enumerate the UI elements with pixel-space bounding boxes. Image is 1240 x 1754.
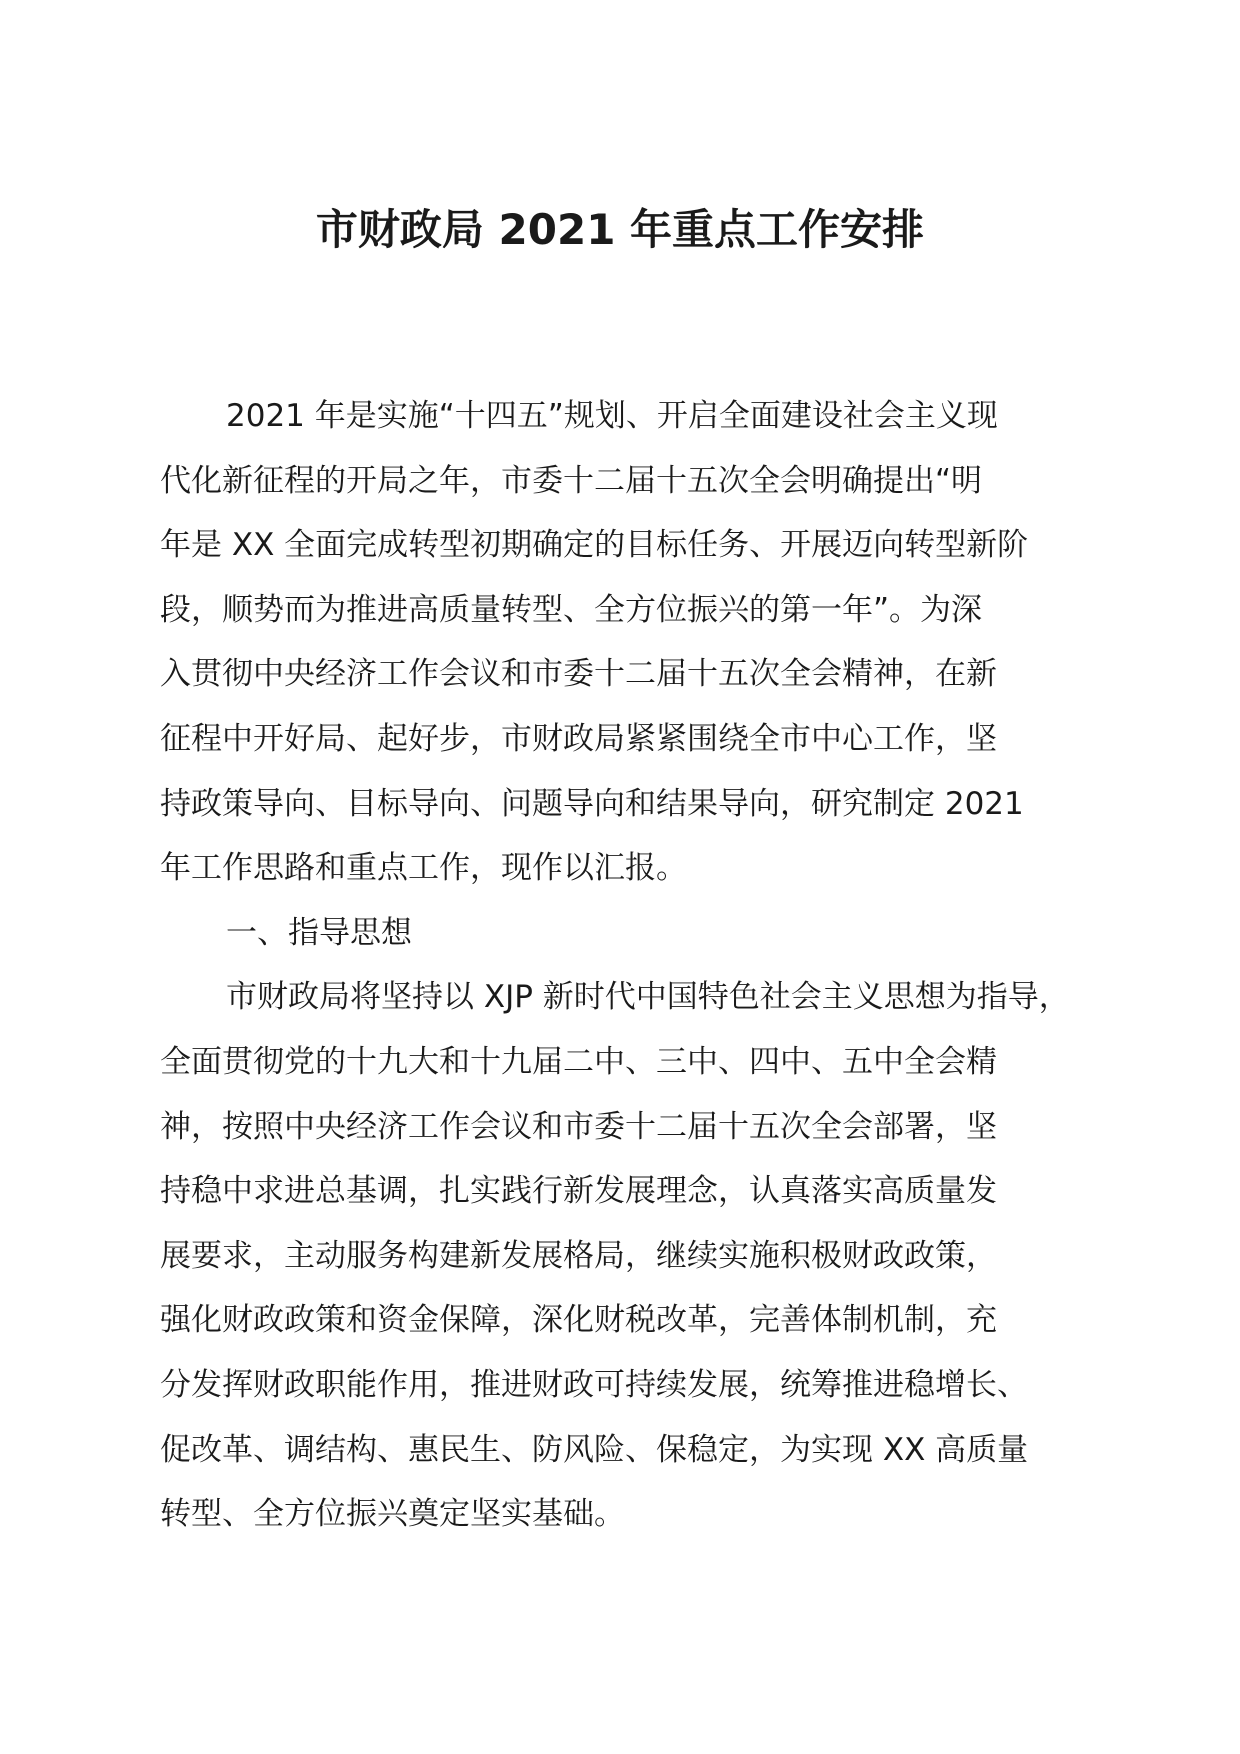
document-body xyxy=(160,384,1110,1547)
section-1-paragraph xyxy=(160,965,1110,1546)
section-1-line: 强化财政政策和资金保障，深化财税改革，完善体制机制，充 xyxy=(160,1302,997,1339)
intro-line: 征程中开好局、起好步，市财政局紧紧围绕全市中心工作，坚 xyxy=(160,720,997,757)
intro-line: 年是 XX 全面完成转型初期确定的目标任务、开展迈向转型新阶 xyxy=(160,527,1029,564)
intro-paragraph xyxy=(160,384,1110,901)
section-heading-guiding-ideology: 一、指导思想 xyxy=(226,914,412,951)
section-1-line: 持稳中求进总基调，扎实践行新发展理念，认真落实高质量发 xyxy=(160,1173,997,1210)
intro-line: 入贯彻中央经济工作会议和市委十二届十五次全会精神，在新 xyxy=(160,656,997,693)
section-1-line: 促改革、调结构、惠民生、防风险、保稳定，为实现 XX 高质量 xyxy=(160,1431,1029,1468)
intro-line: 持政策导向、目标导向、问题导向和结果导向，研究制定 2021 xyxy=(160,785,1024,822)
section-1-line: 市财政局将坚持以 XJP 新时代中国特色社会主义思想为指导， xyxy=(226,979,1070,1016)
document-title: 市财政局 2021 年重点工作安排 xyxy=(315,205,925,254)
section-1-line: 全面贯彻党的十九大和十九届二中、三中、四中、五中全会精 xyxy=(160,1043,997,1080)
intro-line: 2021 年是实施“十四五”规划、开启全面建设社会主义现 xyxy=(226,398,998,434)
section-1-line: 神，按照中央经济工作会议和市委十二届十五次全会部署，坚 xyxy=(160,1108,997,1145)
section-1-line: 分发挥财政职能作用，推进财政可持续发展，统筹推进稳增长、 xyxy=(160,1366,1028,1403)
intro-line: 段，顺势而为推进高质量转型、全方位振兴的第一年”。为深 xyxy=(160,591,983,628)
section-1-line: 转型、全方位振兴奠定坚实基础。 xyxy=(160,1496,625,1533)
intro-line: 年工作思路和重点工作，现作以汇报。 xyxy=(160,850,687,887)
intro-line: 代化新征程的开局之年，市委十二届十五次全会明确提出“明 xyxy=(160,462,983,499)
section-1-line: 展要求，主动服务构建新发展格局，继续实施积极财政政策， xyxy=(160,1237,997,1274)
